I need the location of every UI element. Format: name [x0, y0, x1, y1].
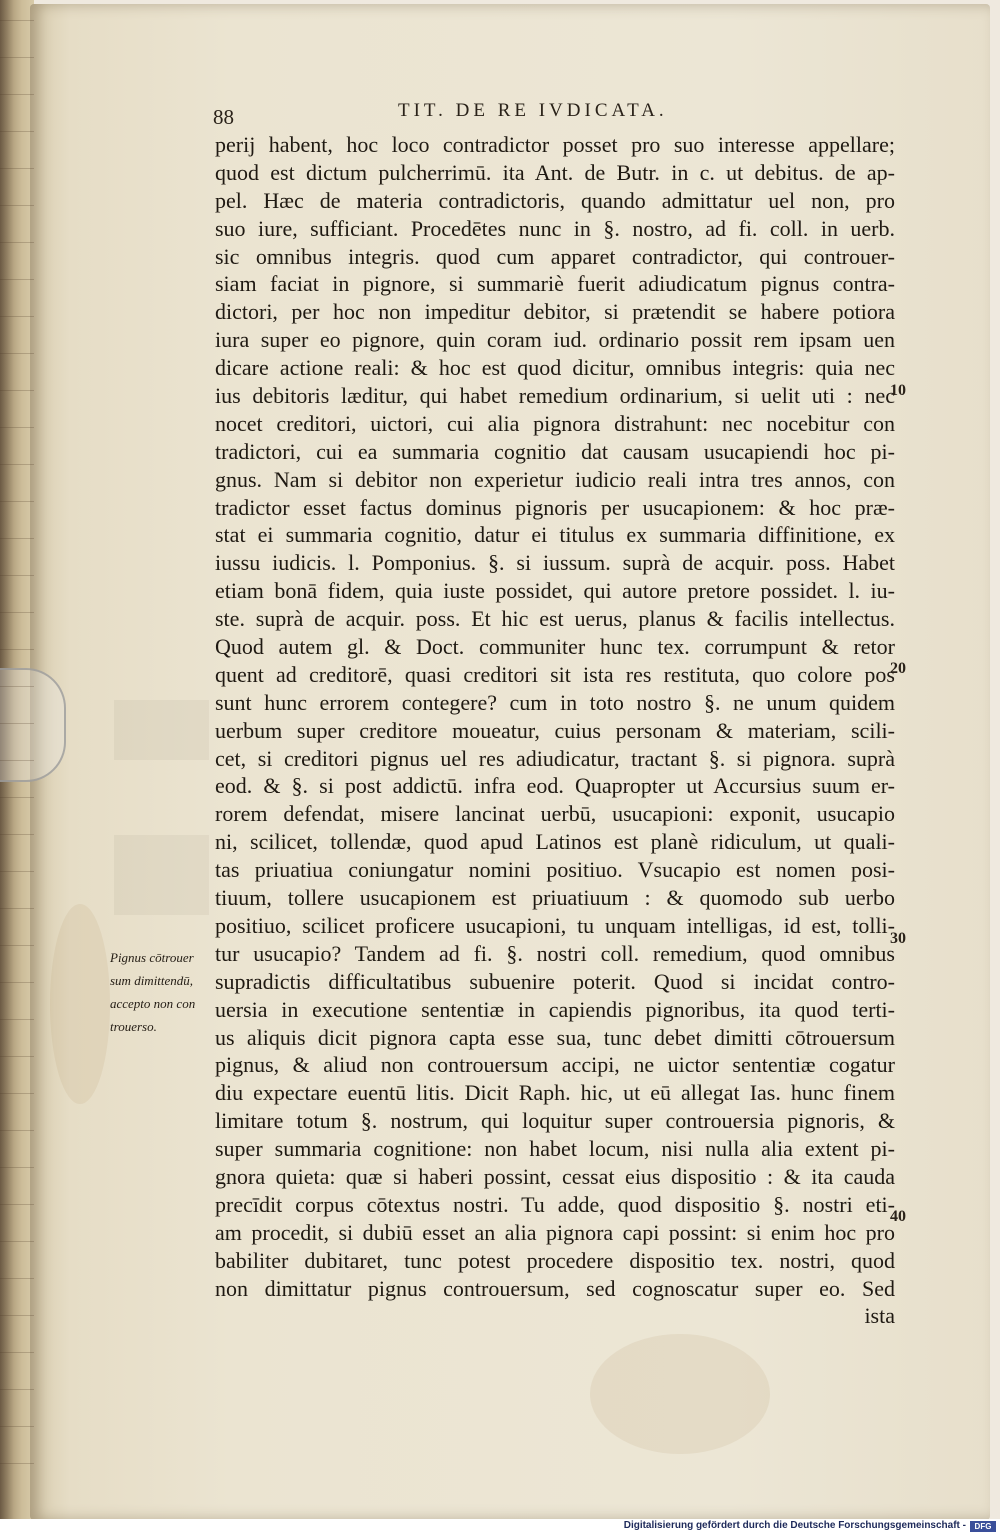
- text-line: quod est dictum pulcherrimū. ita Ant. de Butr. in c. ut debitus. de ap-: [215, 159, 895, 185]
- page-edge-line: [0, 575, 34, 576]
- text-line: gnus. Nam si debitor non experietur iudicio reali intra tres annos, con: [215, 466, 895, 492]
- text-line: tradictor esset factus dominus pignoris per usucapionem: & hoc præ-: [215, 494, 895, 520]
- page-edge-line: [0, 1019, 34, 1020]
- page-edge-line: [0, 94, 34, 95]
- page-edge-line: [0, 649, 34, 650]
- page-edge-line: [0, 390, 34, 391]
- text-line: tradictori, cui ea summaria cognitio dat causam usucapiendi hoc pi-: [215, 438, 895, 464]
- text-line: babiliter dubitaret, tunc potest procedere dispositio tex. nostri, quod: [215, 1247, 895, 1273]
- page-edge-line: [0, 1056, 34, 1057]
- page-edge-line: [0, 316, 34, 317]
- page-edge-line: [0, 20, 34, 21]
- marginal-note-line: sum dimittendū,: [110, 973, 194, 988]
- page-edge-line: [0, 353, 34, 354]
- page-edge-line: [0, 57, 34, 58]
- text-line: tiuum, tollere usucapionem est priuatiuum : & quomodo sub uerbo: [215, 885, 895, 911]
- text-line: rorem defendat, misere lancinat uerbū, usucapioni: exponit, usucapio: [215, 801, 895, 827]
- text-line: tas priuatiua coniungatur nomini positiuo. Vsucapio est nomen posi-: [215, 857, 895, 883]
- page-edge-line: [0, 279, 34, 280]
- text-line: us aliquis dicit pignora capta esse sua, tunc debet dimitti cōtrouersum: [215, 1024, 895, 1050]
- line-number-10: 10: [890, 382, 906, 399]
- text-line: dicare actione reali: & hoc est quod dicitur, omnibus integris: quia nec: [215, 355, 895, 381]
- page-edge-line: [0, 760, 34, 761]
- text-line: positiuo, scilicet proficere usucapioni, tu unquam intelligas, id est, tolli-: [215, 912, 895, 938]
- bleed-through: [114, 700, 209, 760]
- text-line: iussu iudicis. l. Pomponius. §. si iussum. suprà de acquir. poss. Habet: [215, 550, 895, 576]
- page-edge-line: [0, 1315, 34, 1316]
- text-line: tur usucapio? Tandem ad fi. §. nostri coll. remedium, quod omnibus: [215, 940, 895, 966]
- text-line: Quod autem gl. & Doct. communiter hunc tex. corrumpunt & retor: [215, 634, 895, 660]
- page-edge-line: [0, 501, 34, 502]
- running-head: TIT. DE RE IVDICATA.: [398, 100, 668, 121]
- page-edge-line: [0, 686, 34, 687]
- page-edge-line: [0, 1426, 34, 1427]
- page-edge-line: [0, 242, 34, 243]
- text-line: non dimittatur pignus controuersum, sed cognoscatur super eo. Sed: [215, 1275, 895, 1301]
- page-edge-line: [0, 1278, 34, 1279]
- text-line: ste. suprà de acquir. poss. Et hic est uerus, planus & facilis intellectus.: [215, 606, 895, 632]
- page-edge-line: [0, 797, 34, 798]
- page-edge-line: [0, 168, 34, 169]
- page-edge-line: [0, 131, 34, 132]
- marginal-note-line: trouerso.: [110, 1019, 157, 1034]
- page-edge-line: [0, 1093, 34, 1094]
- page-edge-line: [0, 1167, 34, 1168]
- page-number: 88: [213, 105, 234, 129]
- text-line: supradictis difficultatibus subuenire poterit. Quod si incidat contro-: [215, 968, 895, 994]
- main-text-block: [215, 131, 895, 1330]
- marginal-note-line: accepto non con: [110, 996, 196, 1011]
- page-edge-line: [0, 464, 34, 465]
- page-edge-line: [0, 871, 34, 872]
- text-line: nocet creditori, uictori, cui alia pignora distrahunt: nec nocebitur con: [215, 410, 895, 436]
- page-edge-line: [0, 1352, 34, 1353]
- page-edge-line: [0, 205, 34, 206]
- line-number-40: 40: [890, 1208, 906, 1225]
- text-line: pel. Hæc de materia contradictoris, quando admittatur uel non, pro: [215, 187, 895, 213]
- footer-credit: Digitalisierung gefördert durch die Deutsche Forschungsgemeinschaft -: [623, 1520, 966, 1531]
- text-line: quent ad creditorē, quasi creditori sit ista res restituta, quo colore pos: [215, 661, 895, 687]
- page-edge-line: [0, 1204, 34, 1205]
- page-edge-line: [0, 1463, 34, 1464]
- page-edge-line: [0, 612, 34, 613]
- page-stain: [590, 1334, 770, 1454]
- text-line: dictori, per hoc non impeditur debitor, si prætendit se habere potiora: [215, 299, 895, 325]
- text-line: ius debitoris læditur, qui habet remedium ordinarium, si uelit uti : nec: [215, 383, 895, 409]
- text-line: uersia in executione sententiæ in capiendis pignoribus, ita quod terti-: [215, 996, 895, 1022]
- marginal-note: [110, 946, 220, 1038]
- page-edge-line: [0, 908, 34, 909]
- text-line: perij habent, hoc loco contradictor posset pro suo interesse appellare;: [215, 132, 895, 157]
- text-line: iura super eo pignore, quin coram iud. ordinario possit rem ipsam uen: [215, 327, 895, 353]
- page-edge-line: [0, 1130, 34, 1131]
- page-edge-line: [0, 945, 34, 946]
- page-edge-line: [0, 427, 34, 428]
- text-line: ni, scilicet, tollendæ, quod apud Latinos est planè ridiculum, ut quali-: [215, 829, 895, 855]
- text-line: etiam bonā fidem, quia iuste possidet, qui autore pretore possidet. l. iu-: [215, 578, 895, 604]
- page-edge-line: [0, 1241, 34, 1242]
- bleed-through: [114, 835, 209, 915]
- text-line: diu expectare euentū litis. Dicit Raph. hic, ut eū allegat Ias. hunc finem: [215, 1080, 895, 1106]
- text-line: cet, si creditori pignus uel res adiudicatur, tractant §. si pignora. suprà: [215, 745, 895, 771]
- page-edge-line: [0, 1389, 34, 1390]
- line-number-20: 20: [890, 660, 906, 677]
- page-stain: [50, 904, 110, 1104]
- text-line: limitare totum §. nostrum, qui loquitur super controuersia pignoris, &: [215, 1108, 895, 1134]
- text-line: gnora quieta: quæ si haberi possint, cessat eius dispositio : & ita cauda: [215, 1163, 895, 1189]
- text-line: suo iure, sufficiant. Procedētes nunc in §. nostro, ad fi. coll. in uerb.: [215, 215, 895, 241]
- text-line: precīdit corpus cōtextus nostri. Tu adde, quod dispositio §. nostri eti-: [215, 1191, 895, 1217]
- marginal-note-line: Pignus cōtrouer: [110, 950, 194, 965]
- text-line: uerbum super creditore moueatur, cuius personam & materiam, scili-: [215, 717, 895, 743]
- page-edge-line: [0, 982, 34, 983]
- text-line: super summaria cognitione: non habet locum, nisi nulla alia extent pi-: [215, 1136, 895, 1162]
- text-line: sic omnibus integris. quod cum apparet contradictor, qui controuer-: [215, 243, 895, 269]
- page-edge-line: [0, 834, 34, 835]
- text-line: sunt hunc errorem contegere? cum in toto nostro §. ne unum quidem: [215, 689, 895, 715]
- text-line: pignus, & aliud non controuersum accipi, ne uictor sententiæ cogatur: [215, 1052, 895, 1078]
- dfg-logo: DFG: [970, 1521, 996, 1532]
- page-edge-line: [0, 723, 34, 724]
- text-line: eod. & §. si post addictū. infra eod. Quapropter ut Accursius suum er-: [215, 773, 895, 799]
- line-number-30: 30: [890, 930, 906, 947]
- text-line: am procedit, si dubiū esset an alia pignora capi possint: si enim hoc pro: [215, 1219, 895, 1245]
- text-line: siam faciat in pignore, si summariè fuerit adiudicatum pignus contra-: [215, 271, 895, 297]
- page-edge-line: [0, 538, 34, 539]
- text-line: ista: [864, 1303, 895, 1329]
- text-line: stat ei summaria cognitio, datur ei titulus ex summaria diffinitione, ex: [215, 522, 895, 548]
